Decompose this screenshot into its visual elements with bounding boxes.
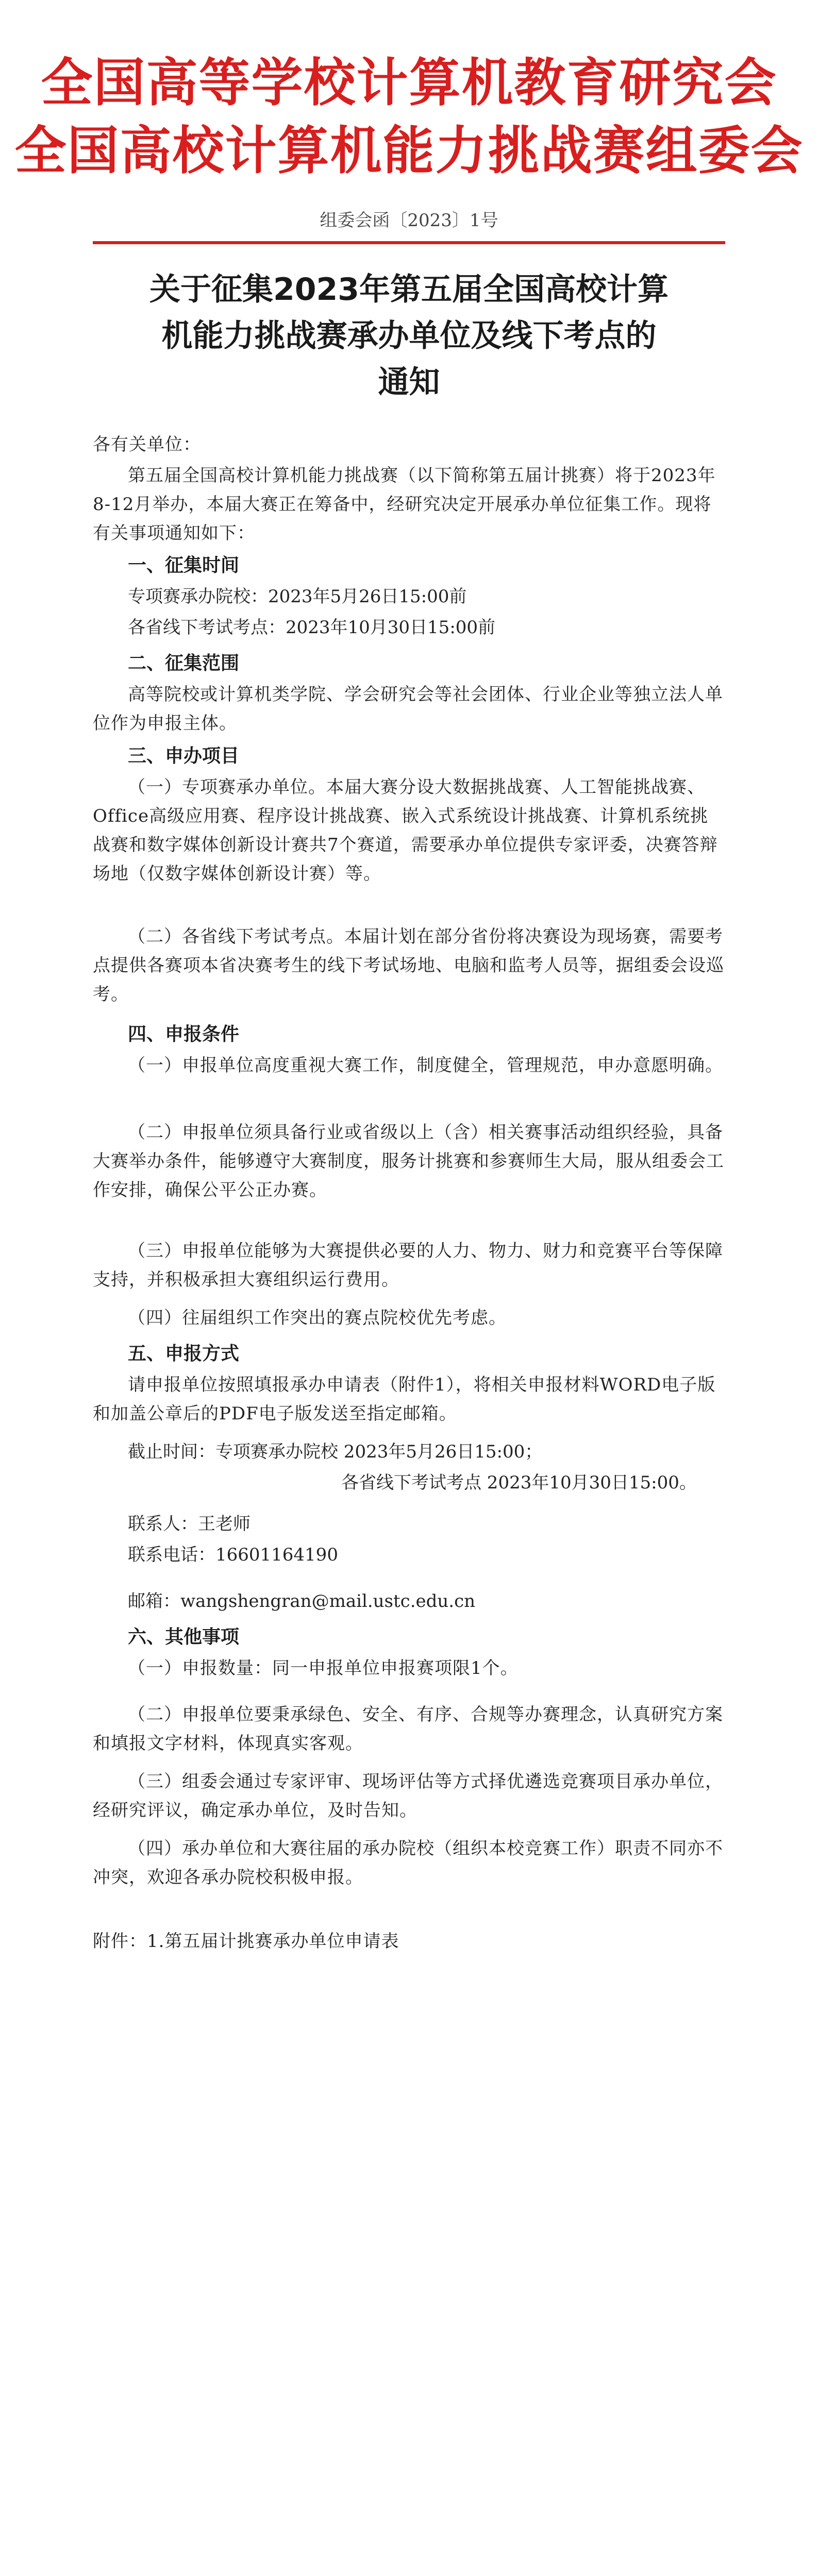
section6-paragraph4: （四）承办单位和大赛往届的承办院校（组织本校竞赛工作）职责不同亦不冲突，欢迎各承办院校积极申报。 — [93, 1838, 723, 1888]
deadline-offline: 各省线下考试考点：2023年10月30日15:00前 — [128, 617, 496, 638]
section3-paragraph1: （一）专项赛承办单位。本届大赛分设大数据挑战赛、人工智能挑战赛、Office高级应用赛、程序设计挑战赛、嵌入式系统设计挑战赛、计算机系统挑战赛和数字媒体创新设计赛共7个赛道，需要承办单位提供专家评委，决赛答辩场地（仅数字媒体创新设计赛）等。 — [93, 777, 718, 884]
header-org2: 全国高校计算机能力挑战赛组委会 — [14, 120, 804, 181]
notice-title-line2: 机能力挑战赛承办单位及线下考点的 — [161, 318, 657, 354]
salutation: 各有关单位： — [93, 434, 201, 455]
header-org1: 全国高等学校计算机教育研究会 — [41, 52, 777, 113]
document-number: 组委会函〔2023〕1号 — [320, 210, 498, 231]
notice-title-line1: 关于征集2023年第五届全国高校计算 — [149, 272, 669, 308]
section6-title: 六、其他事项 — [128, 1626, 240, 1648]
attachment-list: 附件：1.第五届计挑赛承办单位申请表 — [93, 1931, 399, 1952]
section6-paragraph2: （二）申报单位要秉承绿色、安全、有序、合规等办赛理念，认真研究方案和填报文字材料，体现真实客观。 — [93, 1704, 723, 1754]
section4-paragraph4: （四）往届组织工作突出的赛点院校优先考虑。 — [128, 1308, 507, 1328]
contact-email: 邮箱：wangshengran@mail.ustc.edu.cn — [128, 1591, 476, 1612]
section2-text: 高等院校或计算机类学院、学会研究会等社会团体、行业企业等独立法人单位作为申报主体。 — [93, 684, 723, 734]
intro-paragraph: 第五届全国高校计算机能力挑战赛（以下简称第五届计挑赛）将于2023年8-12月举办，本届大赛正在筹备中，经研究决定开展承办单位征集工作。现将有关事项通知如下： — [93, 465, 716, 544]
section6-paragraph3: （三）组委会通过专家评审、现场评估等方式择优遴选竞赛项目承办单位，经研究评议，确定承办单位，及时告知。 — [93, 1771, 723, 1821]
section5-title: 五、申报方式 — [128, 1343, 240, 1364]
section6-paragraph1: （一）申报数量：同一申报单位申报赛项限1个。 — [128, 1658, 519, 1679]
notice-title-line3: 通知 — [378, 364, 440, 400]
section3-paragraph2: （二）各省线下考试考点。本届计划在部分省份将决赛设为现场赛，需要考点提供各赛项本省决赛考生的线下考试场地、电脑和监考人员等，据组委会设巡考。 — [93, 926, 724, 1005]
section1-title: 一、征集时间 — [128, 555, 240, 576]
section4-paragraph2: （二）申报单位须具备行业或省级以上（含）相关赛事活动组织经验，具备大赛举办条件，能够遵守大赛制度，服务计挑赛和参赛师生大局，服从组委会工作安排，确保公平公正办赛。 — [93, 1122, 724, 1200]
section5-paragraph1: 请申报单位按照填报承办申请表（附件1），将相关申报材料WORD电子版和加盖公章后的PDF电子版发送至指定邮箱。 — [93, 1375, 716, 1424]
section5-deadline1: 截止时间：专项赛承办院校 2023年5月26日15:00； — [128, 1442, 543, 1462]
contact-person: 联系人：王老师 — [128, 1514, 251, 1534]
section2-title: 二、征集范围 — [128, 653, 240, 674]
header-divider — [93, 241, 725, 244]
deadline-special: 专项赛承办院校：2023年5月26日15:00前 — [128, 586, 467, 607]
section4-paragraph3: （三）申报单位能够为大赛提供必要的人力、物力、财力和竞赛平台等保障支持，并积极承担大赛组织运行费用。 — [93, 1241, 723, 1290]
section4-title: 四、申报条件 — [128, 1024, 240, 1045]
contact-phone: 联系电话：16601164190 — [128, 1545, 338, 1565]
section3-title: 三、申办项目 — [128, 745, 240, 767]
section4-paragraph1: （一）申报单位高度重视大赛工作，制度健全，管理规范，申办意愿明确。 — [128, 1055, 723, 1076]
section5-deadline2: 各省线下考试考点 2023年10月30日15:00。 — [341, 1472, 697, 1493]
